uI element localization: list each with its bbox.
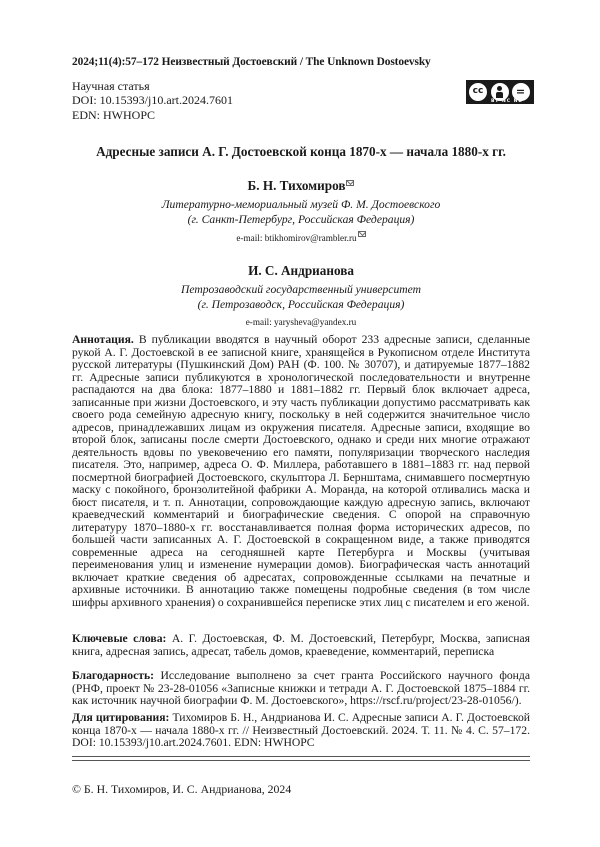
edn-line: EDN: HWHOPC (72, 107, 155, 122)
mail-icon (358, 231, 366, 237)
cc-by-nc-nd-icon[interactable] (466, 80, 534, 104)
author-name: Б. Н. Тихомиров (72, 178, 530, 194)
license-label: BY NC ND (491, 99, 524, 104)
author-email[interactable]: e-mail: btikhomirov@rambler.ru (72, 233, 530, 243)
journal-header: 2024;11(4):57–172 Неизвестный Достоевский / The Unknown Dostoevsky (72, 56, 431, 68)
cc-circle-icon: cc (468, 82, 488, 102)
author-affiliation: Петрозаводский государственный университет (г. Петрозаводск, Российская Федерация) (180, 283, 421, 312)
doi-line[interactable]: DOI: 10.15393/j10.art.2024.7601 (72, 93, 233, 108)
article-title: Адресные записи А. Г. Достоевской конца 1870-х — начала 1880-х гг. (96, 144, 506, 159)
author-name: И. С. Андрианова (248, 263, 354, 278)
acknowledgements: Благодарность: Исследование выполнено за счет гранта Российского научного фонда (РНФ, проект № 23-28-01056 «Записные книжки и тетради А. Г. Достоевской 1875–1884 гг. как источник научной биографии Ф. М. Достоевского», https://rscf.ru/project/23-28-01056/). (72, 669, 530, 707)
citation: Для цитирования: Тихомиров Б. Н., Андрианова И. С. Адресные записи А. Г. Достоевской конца 1870-х — начала 1880-х гг. // Неизвестный Достоевский. 2024. Т. 11. № 4. С. 57–172. DOI: 10.15393/j10.art.2024.7601. EDN: HWHOPC (72, 711, 530, 749)
mail-icon[interactable] (346, 180, 354, 186)
footer-divider (72, 756, 530, 761)
keywords: Ключевые слова: А. Г. Достоевская, Ф. М. Достоевский, Петербург, Москва, записная книга, адресная запись, адресат, табель домов, краеведение, комментарий, переписка (72, 632, 530, 658)
article-type: Научная статья (72, 79, 150, 93)
abstract: Аннотация. В публикации вводятся в научный оборот 233 адресные записи, сделанные рукой А. Г. Достоевской в ее записной книге, хранящейся в Рукописном отделе Института русской литературы (Пушкинский Дом) РАН (Ф. 100. № 30707), и датируемые 1877–1882 гг. Адресные записи публикуются в хронологической последовательности и внутренне распадаются на два блока: 1877–1880 и 1881–1882 гг. Первый блок включает адреса, записанные при жизни Достоевского, и эту часть публикации допустимо рассматривать как своего рода семейную адресную книгу, поскольку в ней содержится значительное число адресов, принадлежавших лицам из окружения писателя. Адресные записи, входящие во второй блок, записаны после смерти Достоевского, однако и среди них многие отражают деятельность вдовы по увековечению его памяти, популяризации творческого наследия писателя. Это, например, адреса О. Ф. Миллера, работавшего в 1881–1883 гг. над первой посмертной биографией Достоевского, скульптора Л. Бернштама, снимавшего посмертную маску с покойного, бронзолитейной фабрики А. Моранда, на которой отливались маска и бюст писателя, и т. п. Аннотации, сопровождающие каждую адресную запись, включают краеведческий комментарий и биографические сведения. С опорой на справочную литературу 1870–1880-х гг. восстанавливается полная форма исторических адресов, по большей части записанных А. Г. Достоевской в сокращенном виде, а также приводятся современные адреса на сегодняшней карте Петербурга и Москвы (учитывая переименования улиц и изменение нумерации домов). Биографическая часть аннотаций включает краткие сведения об адресатах, сопровожденные ссылками на печатные и архивные источники. В аннотацию также помещены подробные сведения (в том числе шифры архивного хранения) о сохранившейся переписке этих лиц с писателем и его женой. (72, 333, 530, 609)
author-email[interactable]: e-mail: yarysheva@yandex.ru (245, 317, 357, 327)
copyright-notice: © Б. Н. Тихомиров, И. С. Андрианова, 2024 (72, 782, 292, 796)
article-meta (72, 79, 233, 122)
article-page (72, 0, 530, 847)
author-affiliation: Литературно-мемориальный музей Ф. М. Достоевского (г. Санкт-Петербург, Российская Федерация) (161, 198, 441, 227)
